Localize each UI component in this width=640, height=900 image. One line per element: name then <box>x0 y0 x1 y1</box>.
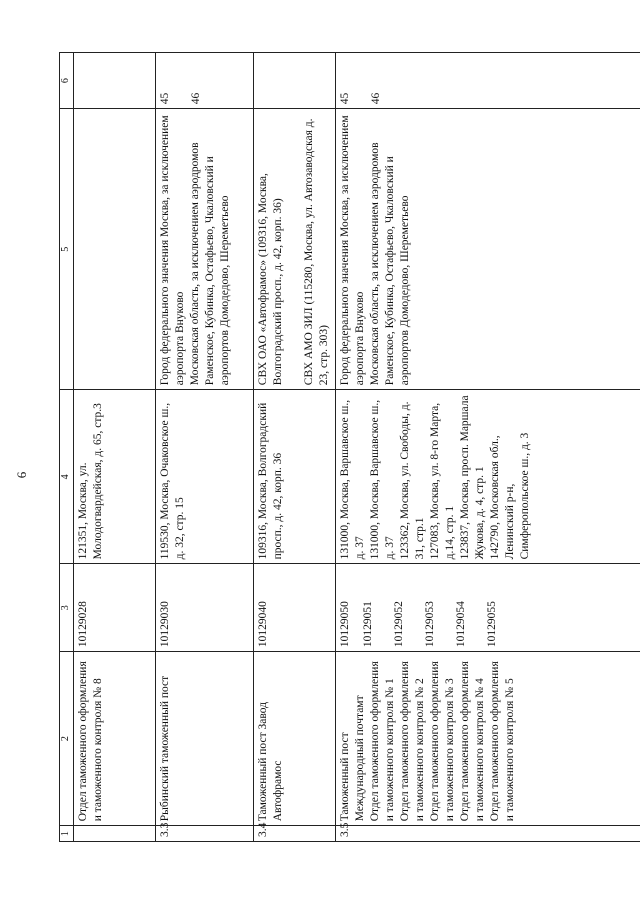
zone-line: СВХ ОАО «Автофрамос» (109316, Москва, Волгоградский просп., д. 42, корп. 36) <box>257 173 284 386</box>
header-cell: 5 <box>60 109 74 390</box>
row-number: 3.3 <box>156 826 254 842</box>
unit-code-line: 10129051 <box>362 601 374 648</box>
unit-code <box>254 564 336 652</box>
unit-name-line: Таможенный пост Международный почтамт <box>339 695 366 822</box>
unit-name-line: Отдел таможенного оформления и таможенного контроля № 1 <box>369 661 396 822</box>
unit-address <box>336 390 640 564</box>
unit-address-line: 127083, Москва, ул. 8-го Марта, д.14, стр. 1 <box>429 402 456 560</box>
header-cell: 3 <box>60 564 74 652</box>
zone-cell <box>254 109 336 390</box>
unit-code-line: 10129028 <box>77 601 89 648</box>
unit-name-line: Отдел таможенного оформления и таможенного контроля № 2 <box>399 661 426 822</box>
unit-address-line: 131000, Москва, Варшавское ш., д. 37 <box>369 399 396 560</box>
customs-table <box>59 52 640 842</box>
unit-code <box>336 564 640 652</box>
unit-name <box>156 652 254 826</box>
zone-line: Город федерального значения Москва, за исключением аэропорта Внуково <box>159 115 186 386</box>
unit-address-line: 142790, Московская обл., Ленинский р-н, Симферопольское ш., д. 3 <box>489 432 531 560</box>
unit-address-line: 131000, Москва, Варшавское ш., д. 37 <box>339 399 366 560</box>
unit-name <box>254 652 336 826</box>
row-number: 3.5 <box>336 826 640 842</box>
col6-value: 45 <box>159 92 171 105</box>
unit-code-line: 10129040 <box>257 601 269 648</box>
table-row <box>74 53 156 842</box>
unit-address-line: 123837, Москва, просп. Маршала Жукова, д. 4, стр. 1 <box>459 395 486 560</box>
table-row <box>254 53 336 842</box>
unit-address-line: 109316, Москва, Волгоградский просп., д. 42, корп. 36 <box>257 402 284 560</box>
unit-name-line: Отдел таможенного оформления и таможенного контроля № 8 <box>77 661 104 822</box>
unit-address-line: 121351, Москва, ул. Молодогвардейская, д. 65, стр.3 <box>77 403 104 560</box>
unit-code-line: 10129053 <box>424 601 436 648</box>
unit-name-line: Отдел таможенного оформления и таможенного контроля № 3 <box>429 661 456 822</box>
header-cell: 1 <box>60 826 74 842</box>
table-row <box>156 53 254 842</box>
unit-code-line: 10129050 <box>339 601 351 648</box>
table-row <box>336 53 640 842</box>
col6-value: 46 <box>190 92 202 105</box>
unit-name-line: Отдел таможенного оформления и таможенного контроля № 4 <box>459 661 486 822</box>
unit-name <box>336 652 640 826</box>
unit-name-line: Рыбинский таможенный пост <box>159 675 171 822</box>
zone-cell <box>156 109 254 390</box>
unit-code-line: 10129052 <box>393 601 405 648</box>
unit-address-line: 119530, Москва, Очаковское ш., д. 32, стр. 15 <box>159 402 186 560</box>
unit-name-line: Таможенный пост Завод Автофрамос <box>257 702 284 822</box>
zone-line: Московская область, за исключением аэродромов Раменское, Кубинка, Остафьево, Чкаловский и аэропортов Домодедово, Шереметьево <box>369 142 411 386</box>
unit-name-line: Отдел таможенного оформления и таможенного контроля № 5 <box>489 661 516 822</box>
row-number <box>74 826 156 842</box>
unit-code-line: 10129030 <box>159 601 171 648</box>
col6-cell <box>74 53 156 109</box>
unit-code <box>74 564 156 652</box>
col6-cell <box>254 53 336 109</box>
col6-cell <box>336 53 640 109</box>
unit-code <box>156 564 254 652</box>
header-cell: 2 <box>60 652 74 826</box>
col6-value: 46 <box>370 92 382 105</box>
unit-name <box>74 652 156 826</box>
unit-address-line: 123362, Москва, ул. Свободы, д. 31, стр.1 <box>399 401 426 560</box>
unit-code-line: 10129054 <box>455 601 467 648</box>
zone-cell <box>336 109 640 390</box>
zone-line: Московская область, за исключением аэродромов Раменское, Кубинка, Остафьево, Чкаловский и аэропортов Домодедово, Шереметьево <box>189 142 231 386</box>
unit-address <box>74 390 156 564</box>
col6-value: 45 <box>339 92 351 105</box>
zone-line: Город федерального значения Москва, за исключением аэропорта Внуково <box>339 115 366 386</box>
col6-cell <box>156 53 254 109</box>
unit-address <box>254 390 336 564</box>
zone-cell <box>74 109 156 390</box>
zone-line: СВХ АМО ЗИЛ (115280, Москва, ул. Автозаводская д. 23, стр. 303) <box>303 118 330 386</box>
unit-code-line: 10129055 <box>486 601 498 648</box>
header-cell: 6 <box>60 53 74 109</box>
rotated-table-container <box>59 52 640 842</box>
unit-address <box>156 390 254 564</box>
row-number: 3.4 <box>254 826 336 842</box>
header-row <box>60 53 74 842</box>
page-number: 6 <box>14 471 29 479</box>
header-cell: 4 <box>60 390 74 564</box>
